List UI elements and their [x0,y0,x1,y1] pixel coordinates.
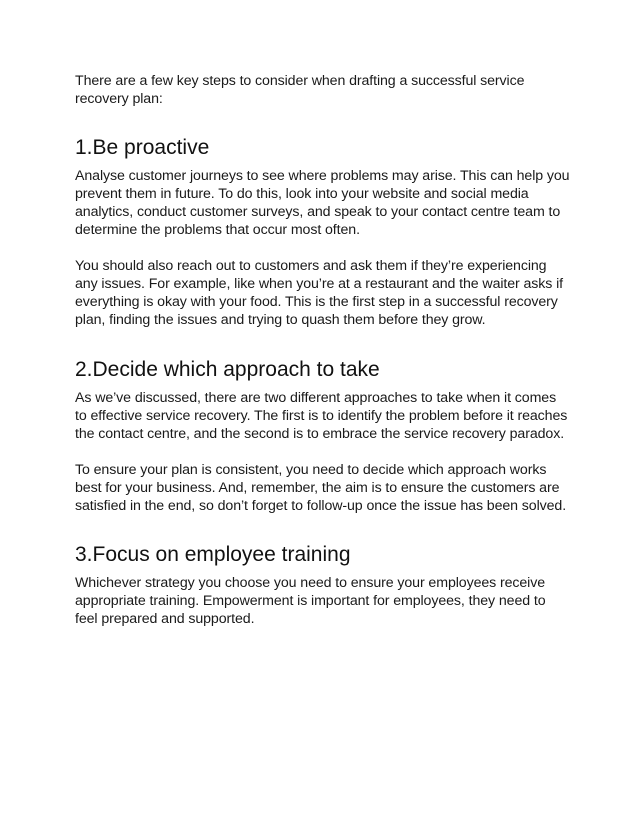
section-2-paragraph-2: To ensure your plan is consistent, you need to decide which approach works best for your business. And, remember, the aim is to ensure the customers are satisfied in the end, so don’t forget to follow-up once the issue has been solved. [75,462,567,514]
section-1-paragraph-1: Analyse customer journeys to see where problems may arise. This can help you prevent them in future. To do this, look into your website and social media analytics, conduct customer surveys, and speak to your contact centre team to determine the problems that occur most often. [75,168,570,238]
section-heading-be-proactive: 1.Be proactive [75,136,210,159]
document-body [75,72,570,628]
section-3-paragraph-1: Whichever strategy you choose you need to ensure your employees receive appropriate training. Empowerment is important for employees, they need to feel prepared and supported. [75,575,546,627]
section-heading-decide-approach: 2.Decide which approach to take [75,358,380,381]
section-heading-employee-training: 3.Focus on employee training [75,543,351,566]
intro-paragraph: There are a few key steps to consider when drafting a successful service recovery plan: [75,73,525,107]
section-1-paragraph-2: You should also reach out to customers and ask them if they’re experiencing any issues. For example, like when you’re at a restaurant and the waiter asks if everything is okay with your food. This is the first step in a successful recovery plan, finding the issues and trying to quash them before they grow. [75,258,564,328]
section-2-paragraph-1: As we’ve discussed, there are two different approaches to take when it comes to effective service recovery. The first is to identify the problem before it reaches the contact centre, and the second is to embrace the service recovery paradox. [75,390,568,442]
